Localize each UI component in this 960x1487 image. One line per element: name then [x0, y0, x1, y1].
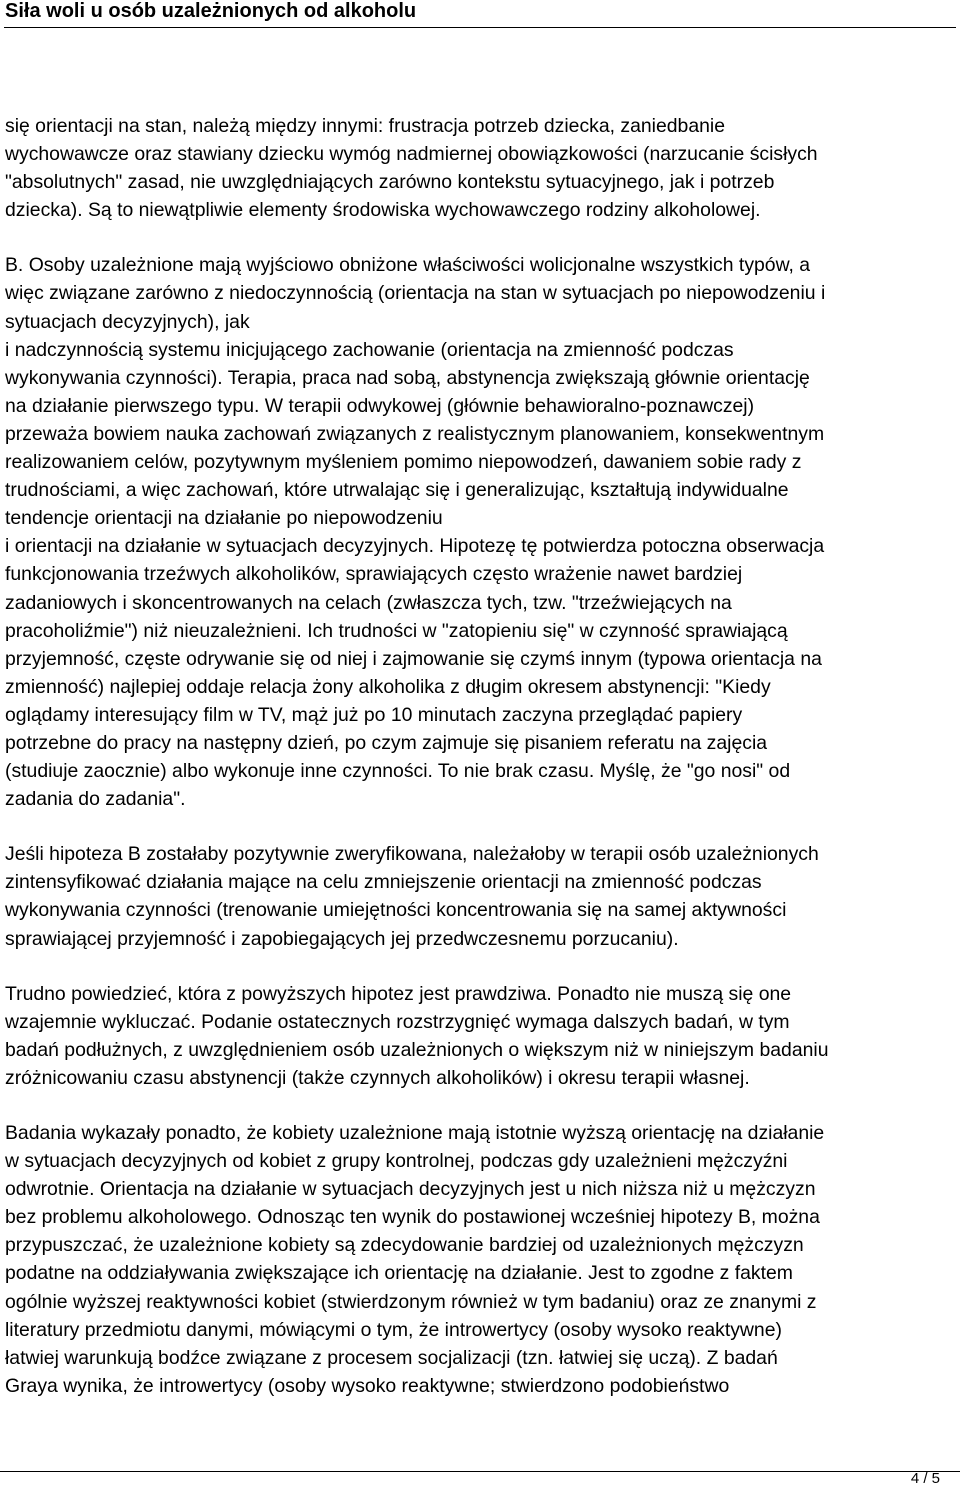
paragraph	[5, 840, 955, 952]
document-body	[5, 112, 955, 1400]
text-line: zadaniowych i skoncentrowanych na celach (zwłaszcza tych, tzw. "trzeźwiejących na	[5, 591, 732, 614]
text-line: B. Osoby uzależnione mają wyjściowo obniżone właściwości wolicjonalne wszystkich typów, a	[5, 254, 811, 277]
paragraph	[5, 1119, 955, 1400]
page-number: 4 / 5	[910, 1470, 940, 1487]
text-line: zadania do zadania".	[5, 788, 186, 811]
text-line: zintensyfikować działania mające na celu zmniejszenie orientacji na zmienność podczas	[5, 871, 762, 894]
text-line: i orientacji na działanie w sytuacjach decyzyjnych. Hipotezę tę potwierdza potoczna obserwacja	[5, 535, 825, 558]
text-line: (studiuje zaocznie) albo wykonuje inne czynności. To nie brak czasu. Myślę, że "go nosi" od	[5, 760, 791, 783]
text-line: Trudno powiedzieć, która z powyższych hipotez jest prawdziwa. Ponadto nie muszą się one	[5, 982, 792, 1005]
text-line: trudnościami, a więc zachowań, które utrwalając się i generalizując, kształtują indywidualne	[5, 479, 789, 502]
text-line: Badania wykazały ponadto, że kobiety uzależnione mają istotnie wyższą orientację na działanie	[5, 1122, 825, 1144]
text-line: wychowawcze oraz stawiany dziecku wymóg nadmiernej obowiązkowości (narzucanie ścisłych	[5, 143, 818, 166]
text-line: wykonywania czynności). Terapia, praca nad sobą, abstynencja zwiększają głównie orientację	[5, 366, 810, 389]
text-line: odwrotnie. Orientacja na działanie w sytuacjach decyzyjnych jest u nich niższa niż u mężczyzn	[5, 1178, 816, 1201]
text-line: sytuacjach decyzyjnych), jak	[5, 310, 250, 333]
text-line: sprawiającej przyjemność i zapobiegających jej przedwczesnemu porzucaniu).	[5, 927, 679, 950]
header-divider	[4, 27, 956, 28]
text-line: więc związane zarówno z niedoczynnością (orientacja na stan w sytuacjach po niepowodzeniu i	[5, 282, 826, 305]
text-line: na działanie pierwszego typu. W terapii odwykowej (głównie behawioralno-poznawczej)	[5, 394, 755, 417]
text-line: przeważa bowiem nauka zachowań związanych z realistycznym planowaniem, konsekwentnym	[5, 422, 825, 445]
text-line: się orientacji na stan, należą między innymi: frustracja potrzeb dziecka, zaniedbanie	[5, 115, 725, 137]
text-line: w sytuacjach decyzyjnych od kobiet z grupy kontrolnej, podczas gdy uzależnieni mężczyźni	[5, 1150, 788, 1173]
text-line: "absolutnych" zasad, nie uwzględniających zarówno kontekstu sytuacyjnego, jak i potrzeb	[5, 171, 775, 194]
text-line: dziecka). Są to niewątpliwie elementy środowiska wychowawczego rodziny alkoholowej.	[5, 199, 761, 222]
text-line: badań podłużnych, z uwzględnieniem osób uzależnionych o większym niż w niniejszym badaniu	[5, 1038, 829, 1061]
text-line: łatwiej warunkują bodźce związane z procesem socjalizacji (tzn. łatwiej się uczą). Z badań	[5, 1346, 778, 1369]
page-header	[4, 0, 956, 30]
text-line: potrzebne do pracy na następny dzień, po czym zajmuje się pisaniem referatu na zajęcia	[5, 731, 768, 754]
paragraph	[5, 112, 955, 224]
text-line: podatne na oddziaływania zwiększające ich orientację na działanie. Jest to zgodne z faktem	[5, 1262, 793, 1285]
text-line: ogólnie wyższej reaktywności kobiet (stwierdzonym również w tym badaniu) oraz ze znanymi z	[5, 1290, 817, 1313]
paragraph	[5, 251, 955, 813]
text-line: tendencje orientacji na działanie po niepowodzeniu	[5, 507, 443, 530]
page-title: Siła woli u osób uzależnionych od alkoholu	[5, 0, 417, 22]
text-line: oglądamy interesujący film w TV, mąż już po 10 minutach zaczyna przeglądać papiery	[5, 703, 743, 726]
text-line: wzajemnie wykluczać. Podanie ostatecznych rozstrzygnięć wymaga dalszych badań, w tym	[5, 1010, 790, 1033]
text-line: wykonywania czynności (trenowanie umiejętności koncentrowania się na samej aktywności	[5, 899, 787, 922]
text-line: literatury przedmiotu danymi, mówiącymi o tym, że introwertycy (osoby wysoko reaktywne)	[5, 1318, 782, 1341]
text-line: pracoholiźmie") niż nieuzależnieni. Ich trudności w "zatopieniu się" w czynność sprawiającą	[5, 619, 788, 642]
text-line: funkcjonowania trzeźwych alkoholików, sprawiających często wrażenie nawet bardziej	[5, 563, 743, 586]
text-line: Graya wynika, że introwertycy (osoby wysoko reaktywne; stwierdzono podobieństwo	[5, 1374, 730, 1397]
text-line: realizowaniem celów, pozytywnym myśleniem pomimo niepowodzeń, dawaniem sobie rady z	[5, 451, 802, 474]
text-line: zróżnicowaniu czasu abstynencji (także czynnych alkoholików) i okresu terapii własnej.	[5, 1066, 750, 1089]
text-line: bez problemu alkoholowego. Odnosząc ten wynik do postawionej wcześniej hipotezy B, można	[5, 1206, 820, 1229]
footer-divider	[0, 1471, 960, 1472]
text-line: przypuszczać, że uzależnione kobiety są zdecydowanie bardziej od uzależnionych mężczyzn	[5, 1234, 804, 1257]
paragraph	[5, 980, 955, 1092]
text-line: przyjemność, częste odrywanie się od niej i zajmowanie się czymś innym (typowa orientacja na	[5, 647, 822, 670]
text-line: zmienność) najlepiej oddaje relacja żony alkoholika z długim okresem abstynencji: "Kiedy	[5, 675, 771, 698]
text-line: i nadczynnością systemu inicjującego zachowanie (orientacja na zmienność podczas	[5, 338, 734, 361]
text-line: Jeśli hipoteza B zostałaby pozytywnie zweryfikowana, należałoby w terapii osób uzależnionych	[5, 843, 819, 866]
